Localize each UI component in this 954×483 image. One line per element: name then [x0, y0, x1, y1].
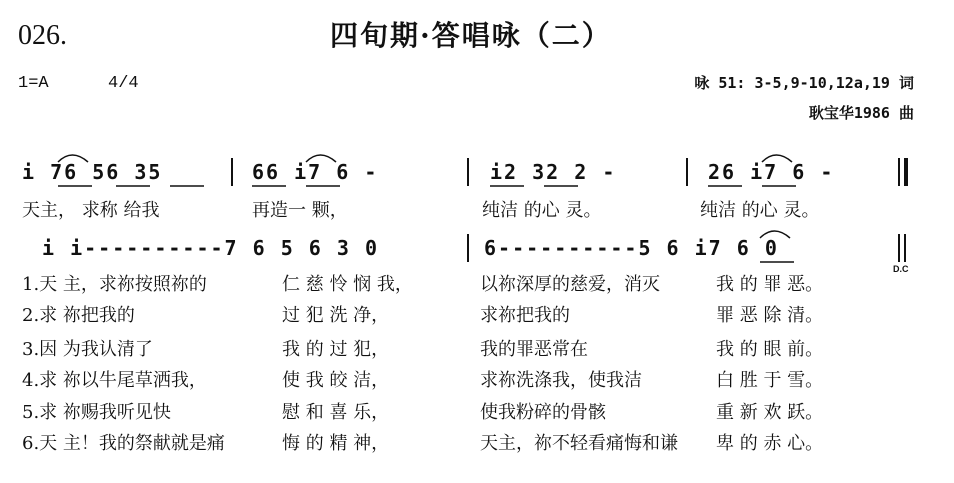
- response-lyric-4: 纯洁 的心 灵。: [700, 200, 820, 221]
- lyric-source: 咏 51: 3-5,9-10,12a,19 词: [694, 74, 914, 92]
- verse-4-part-3: 求祢洗涤我，使我洁: [480, 370, 642, 391]
- verse-5-part-1: 5.求 祢赐我听见快: [22, 402, 171, 423]
- verse-6-part-4: 卑 的 赤 心。: [716, 433, 824, 454]
- song-number: 026.: [18, 20, 67, 51]
- verse-5-part-3: 使我粉碎的骨骸: [480, 402, 606, 423]
- time-signature: 4/4: [108, 74, 139, 93]
- double-barline-thin: [898, 234, 900, 262]
- response-measure-4: 26 i7 6 -: [708, 160, 835, 184]
- verse-1-part-1: 1.天 主，求祢按照祢的: [22, 274, 207, 295]
- response-measure-1: i 76 56 35: [22, 160, 163, 184]
- barline: [467, 234, 469, 262]
- response-lyric-2: 再造一 颗，: [252, 200, 348, 221]
- composer-credit: 耿宝华1986 曲: [808, 104, 914, 122]
- response-lyric-1: 天主， 求称 给我: [22, 200, 160, 221]
- verse-4-part-1: 4.求 祢以牛尾草洒我，: [22, 370, 207, 391]
- verse-4-part-4: 白 胜 于 雪。: [716, 370, 824, 391]
- verse-1-part-3: 以祢深厚的慈爱，消灭: [480, 274, 660, 295]
- double-barline-thin: [904, 234, 906, 262]
- key-signature: 1=A: [18, 74, 49, 93]
- response-measure-2: 66 i7 6 -: [252, 160, 379, 184]
- song-title: 四旬期·答唱咏（二）: [330, 19, 612, 52]
- verse-4-part-2: 使 我 皎 洁，: [282, 370, 390, 391]
- verse-6-part-1: 6.天 主！我的祭献就是痛: [22, 433, 225, 454]
- response-lyric-3: 纯洁 的心 灵。: [482, 200, 602, 221]
- verse-2-part-2: 过 犯 洗 净，: [282, 305, 390, 326]
- verse-1-part-2: 仁 慈 怜 悯 我，: [282, 274, 413, 295]
- verse-5-part-2: 慰 和 喜 乐，: [282, 402, 390, 423]
- verse-measure-1: i i----------7 6 5 6 3 0: [42, 236, 379, 260]
- response-measure-3: i2 32 2 -: [490, 160, 617, 184]
- verse-3-part-3: 我的罪恶常在: [480, 339, 588, 360]
- verse-measure-2: 6----------5 6 i7 6 0: [484, 236, 779, 260]
- verse-3-part-4: 我 的 眼 前。: [716, 339, 824, 360]
- verse-3-part-1: 3.因 为我认清了: [22, 339, 153, 360]
- verse-2-part-3: 求祢把我的: [480, 305, 570, 326]
- verse-5-part-4: 重 新 欢 跃。: [716, 402, 824, 423]
- verse-2-part-4: 罪 恶 除 清。: [716, 305, 824, 326]
- verse-6-part-2: 悔 的 精 神，: [282, 433, 390, 454]
- verse-2-part-1: 2.求 祢把我的: [22, 305, 135, 326]
- da-capo-mark: D.C: [893, 264, 909, 274]
- verse-6-part-3: 天主，祢不轻看痛悔和谦: [480, 433, 678, 454]
- verse-1-part-4: 我 的 罪 恶。: [716, 274, 824, 295]
- verse-3-part-2: 我 的 过 犯，: [282, 339, 390, 360]
